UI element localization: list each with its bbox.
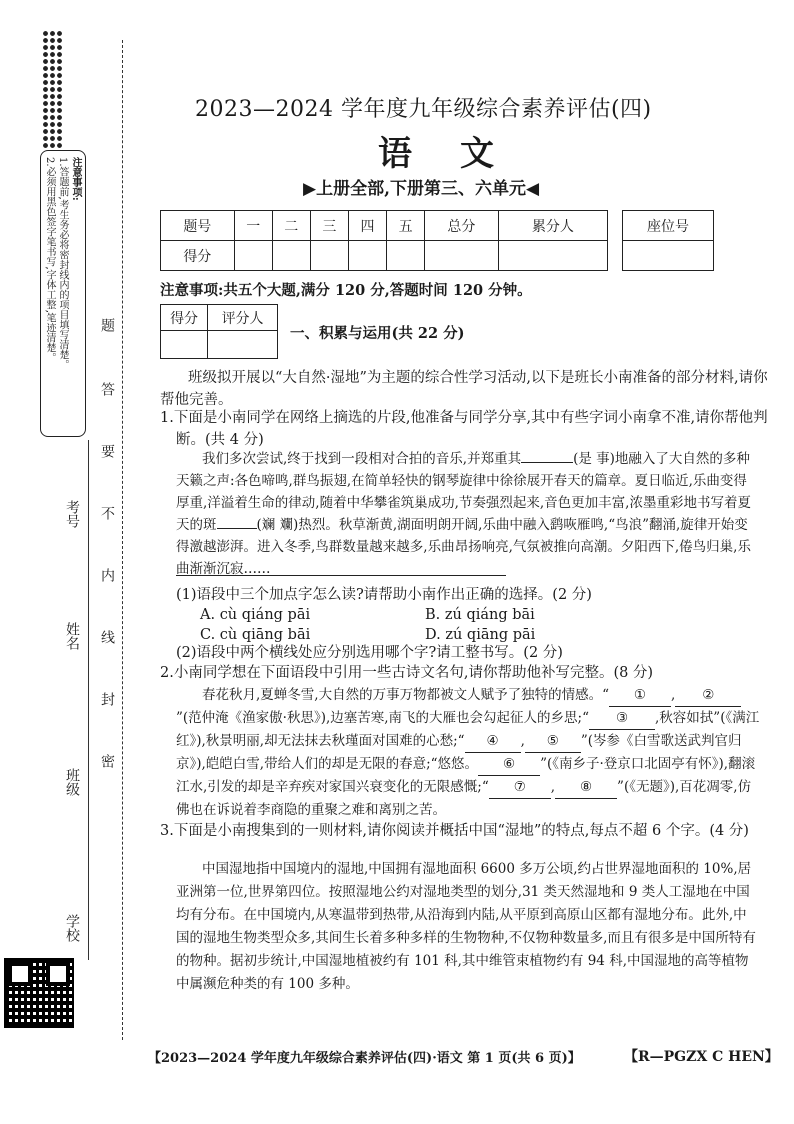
question-3-passage: 中国湿地指中国境内的湿地,中国拥有湿地面积 6600 多万公顷,约占世界湿地面积的 10%,居亚洲第一位,世界第四位。按照湿地公约对湿地类型的划分,31 类天然湿地和 9 类人工湿地在中国均有分布。在中国境内,从寒温带到热带,从沿海到内陆,从平原到高原山区都有湿地分布。此外,中国的湿地生物类型众多,其间生长着多种多样的生物物种,不仅物种数量多,而且有很多是中国所特有的物种。据初步统计,中国湿地植被约有 101 科,其中维管束植物约有 94 科,中国湿地的高等植物中属濒危种类的有 100 多种。 <box>176 861 756 992</box>
qr-code <box>4 958 74 1028</box>
score-cell[interactable] <box>387 241 425 271</box>
question-2-passage: 春花秋月,夏蝉冬雪,大自然的万事万物都被文人赋予了独特的情感。“ ① , ②”(范仲淹《渔家傲·秋思》),边塞苦寒,南飞的大雁也会勾起征人的乡思;“ ③ ,秋容如拭”(《满江红》),秋景明丽,却无法抹去秋瑾面对国难的心愁;“ ④ , ⑤ ”(岑参《白雪歌送武判官归京》),皑皑白雪,带给人们的却是无限的春意;“悠悠。 ⑥ ”(《南乡子·登京口北固亭有怀》),翻滚江水,引发的却是辛弃疾对家国兴衰变化的无限感慨;“ ⑦ , ⑧ ”(《无题》),百花凋零,仿佛也在诉说着李商隐的重聚之难和离别之苦。 <box>176 684 760 821</box>
passage-part: ”(《无题》),百花凋零,仿佛也在诉说着李商隐的重聚之难和离别之苦。 <box>176 779 752 818</box>
decorative-dot-pattern <box>42 30 64 150</box>
score-row-label: 得分 <box>161 241 235 271</box>
blank-options-1: (是 事) <box>573 451 615 467</box>
exam-number-label: 考号 <box>64 500 80 528</box>
seal-word: 答 <box>99 382 115 396</box>
grader-score-cell[interactable] <box>161 331 208 359</box>
question-1-passage <box>176 448 760 580</box>
seal-word: 不 <box>99 506 115 520</box>
question-3-stem: 3.下面是小南搜集到的一则材料,请你阅读并概括中国“湿地”的特点,每点不超 6 个字。(4 分) <box>160 823 749 839</box>
score-table-header: 三 <box>310 211 348 241</box>
seat-number-cell[interactable] <box>623 241 714 271</box>
grader-score-label: 得分 <box>161 305 208 331</box>
score-table-header: 四 <box>348 211 386 241</box>
question-1-sub-2: (2)语段中两个横线处应分别选用哪个字?请工整书写。(2 分) <box>176 645 563 661</box>
seat-number-table <box>622 210 714 271</box>
seal-word: 内 <box>99 568 115 582</box>
name-label: 姓名 <box>64 622 80 650</box>
section-intro: 班级拟开展以“大自然·湿地”为主题的综合性学习活动,以下是班长小南准备的部分材料,请你帮他完善。 <box>160 370 768 408</box>
seal-word: 要 <box>99 444 115 458</box>
score-cell[interactable] <box>272 241 310 271</box>
answer-blank[interactable]: ③ <box>589 707 655 730</box>
answer-blank[interactable]: ⑧ <box>555 776 617 799</box>
option-d[interactable]: D. zú qiāng pāi <box>425 627 536 643</box>
answer-blank[interactable]: ⑤ <box>525 730 581 753</box>
score-table-header: 一 <box>234 211 272 241</box>
score-table-header: 五 <box>387 211 425 241</box>
answer-blank[interactable]: ④ <box>465 730 521 753</box>
question-1-sub-1: (1)语段中三个加点字怎么读?请帮助小南作出正确的选择。(2 分) <box>176 587 592 603</box>
subject-title: 语文 <box>378 134 542 174</box>
score-table-header: 累分人 <box>498 211 607 241</box>
answer-blank-2[interactable] <box>217 528 257 529</box>
section-title: 一、积累与运用(共 22 分) <box>290 325 465 342</box>
seal-word: 线 <box>99 630 115 644</box>
passage-part: ,秋容如拭”(《满江红》),秋景明丽,却无法抹去秋瑾面对国难的心愁; <box>176 710 760 749</box>
seat-number-label: 座位号 <box>623 211 714 241</box>
class-label: 班级 <box>64 768 80 796</box>
blank-options-2: (斓 斕) <box>256 517 299 533</box>
divider <box>176 575 506 576</box>
footer-code: 【R—PGZX C HEN】 <box>624 1049 779 1065</box>
exam-notes-text: 注意事项:共五个大题,满分 120 分,答题时间 120 分钟。 <box>160 282 532 299</box>
notice-box <box>40 150 86 437</box>
notice-title: 注意事项: <box>70 157 81 201</box>
answer-blank[interactable]: ⑦ <box>489 776 551 799</box>
grader-name-cell[interactable] <box>208 331 278 359</box>
score-cell[interactable] <box>425 241 499 271</box>
score-cell[interactable] <box>498 241 607 271</box>
answer-blank-1[interactable] <box>521 462 573 463</box>
passage-part: ”(岑参《白雪歌送武判官归京》),皑皑白雪,带给人们的却是无限的春意;“悠悠。 <box>176 733 742 772</box>
field-line <box>88 440 89 960</box>
score-cell[interactable] <box>310 241 348 271</box>
option-a[interactable]: A. cù qiáng pāi <box>200 607 311 623</box>
answer-blank[interactable]: ⑥ <box>478 753 540 776</box>
exam-notes <box>160 280 532 302</box>
option-b[interactable]: B. zú qiáng bāi <box>425 607 535 623</box>
option-c[interactable]: C. cù qiāng bāi <box>200 627 311 643</box>
passage-part: 春花秋月,夏蝉冬雪,大自然的万事万物都被文人赋予了独特的情感。“ <box>202 687 609 703</box>
seal-line <box>122 40 123 1040</box>
score-table-header: 题号 <box>161 211 235 241</box>
seal-word: 密 <box>99 754 115 768</box>
exam-scope: ▶上册全部,下册第三、六单元◀ <box>303 179 540 199</box>
question-2-stem: 2.小南同学想在下面语段中引用一些古诗文名句,请你帮助他补写完整。(8 分) <box>160 665 654 681</box>
exam-title: 2023—2024 学年度九年级综合素养评估(四) <box>195 97 652 122</box>
passage-part: ”(范仲淹《渔家傲·秋思》),边塞苦寒,南飞的大雁也会勾起征人的乡思; <box>176 710 583 726</box>
passage-part: 我们多次尝试,终于找到一段相对合拍的音乐,并郑重其 <box>202 451 522 467</box>
score-table-header: 总分 <box>425 211 499 241</box>
answer-blank[interactable]: ① <box>609 684 671 707</box>
score-table-header: 二 <box>272 211 310 241</box>
passage-part: ”(《南乡子·登京口北固亭有怀》),翻滚江水,引发的却是辛弃疾对家国兴衰变化的无限感慨;“ <box>176 756 756 795</box>
seal-word: 封 <box>99 692 115 706</box>
notice-item-1: 1.答题前,考生务必将密封线内的项目填写清楚。 <box>57 157 68 370</box>
seal-word: 题 <box>99 318 115 332</box>
school-label: 学校 <box>64 914 80 942</box>
question-1-stem: 1.下面是小南同学在网络上摘选的片段,他准备与同学分享,其中有些字词小南拿不准,请你帮他判断。(共 4 分) <box>160 410 768 448</box>
grader-table <box>160 304 278 359</box>
footer-page-info: 【2023—2024 学年度九年级综合素养评估(四)·语文 第 1 页(共 6 页)】 <box>148 1051 581 1066</box>
passage-part: 热烈。秋草渐黄,湖面明朗开阔,乐曲中融入鹞咴雁鸣,“鸟浪”翻涌,旋律开始变得激越澎湃。进入冬季,鸟群数量越来越多,乐曲昂扬响亮,气氛被推向高潮。夕阳西下,倦鸟归巢,乐曲渐渐沉寂…… <box>176 517 751 577</box>
score-table <box>160 210 608 271</box>
answer-blank[interactable]: ② <box>675 684 741 707</box>
passage-part: 地融入了大自然的多种天籁之声:各色啼鸣,群鸟振翅,在简单轻快的钢琴旋律中徐徐展开春天的篇章。夏日临近,乐曲变得厚重,洋溢着生命的律动,随着中华攀雀筑巢成功,节奏强烈起来,音色更加丰富,浓墨重彩地书写着夏天的斑 <box>176 451 751 533</box>
grader-name-label: 评分人 <box>208 305 278 331</box>
notice-item-2: 2.必须用黑色签字笔书写,字体工整,笔迹清楚。 <box>44 157 55 363</box>
score-cell[interactable] <box>348 241 386 271</box>
score-cell[interactable] <box>234 241 272 271</box>
